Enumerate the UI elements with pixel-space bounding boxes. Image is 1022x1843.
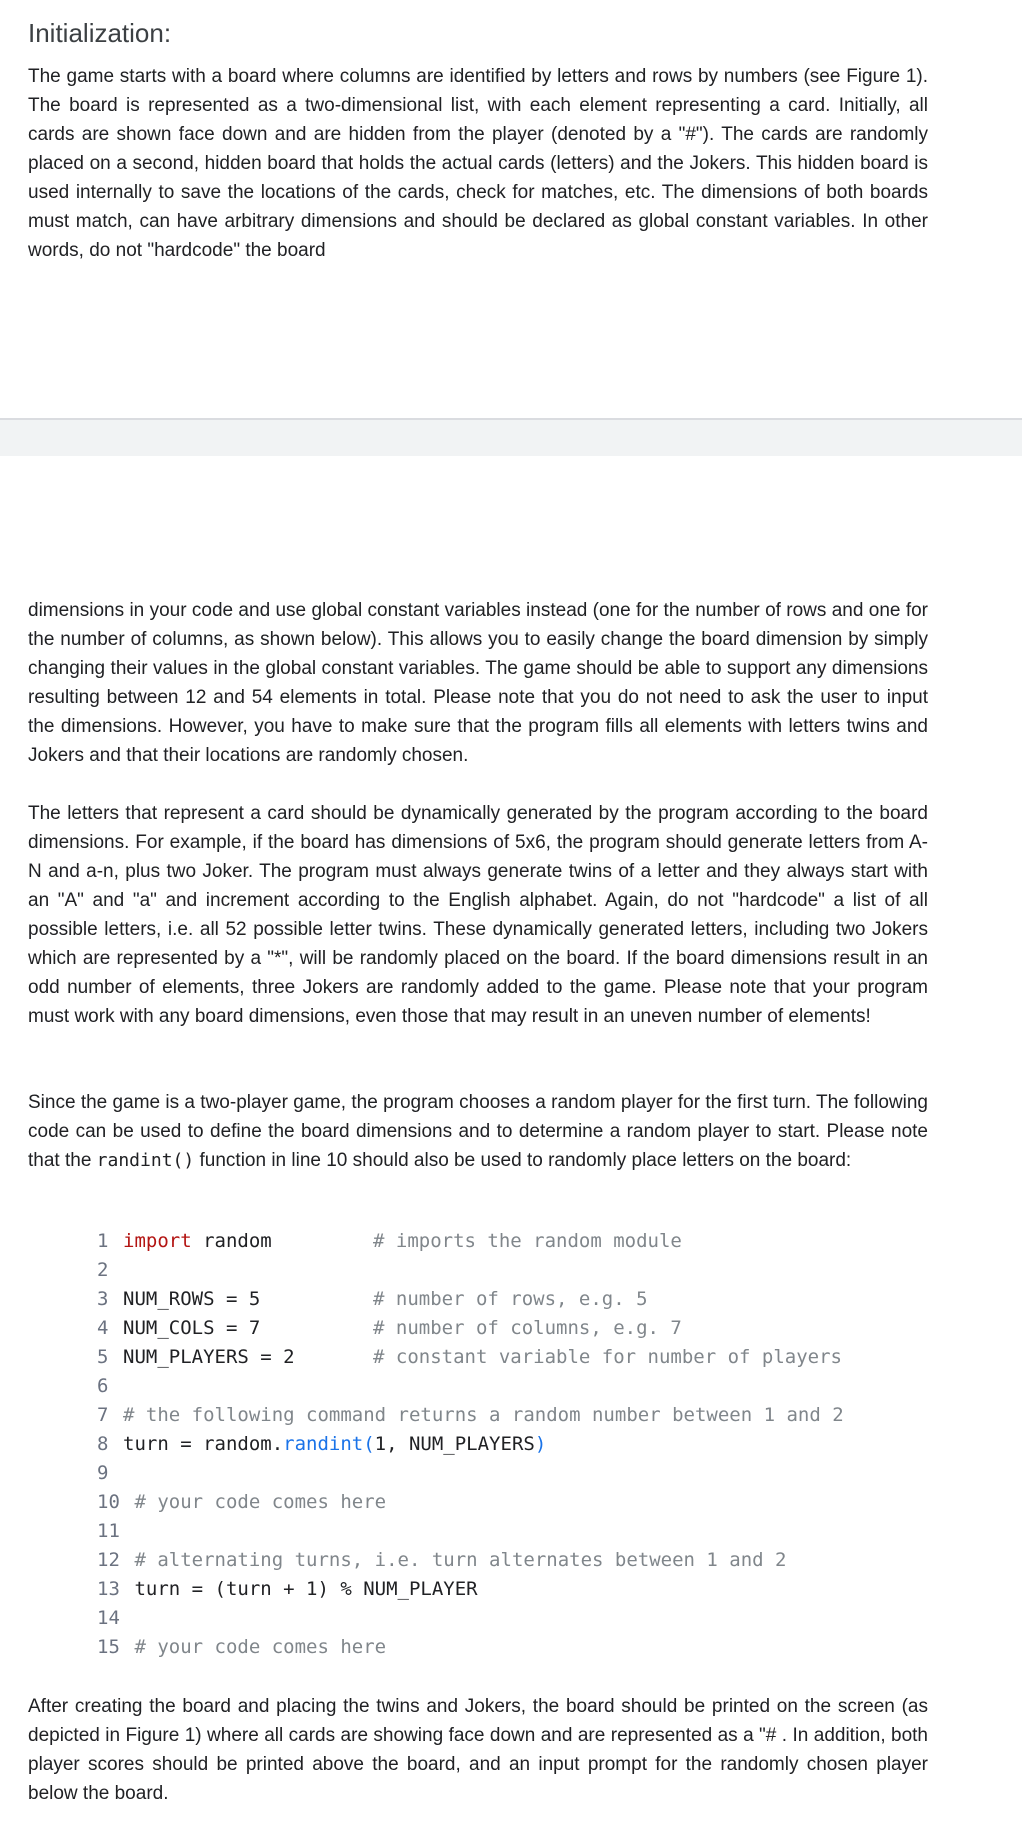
paragraph-board-print: After creating the board and placing the twins and Jokers, the board should be printed on the screen (as depicted in Figure 1) where all cards are showing face down and are represented as a "# . In addition, both player scores should be printed above the board, and an input prompt for the randomly chosen player below the board.	[28, 1696, 928, 1804]
paragraph-letters: The letters that represent a card should be dynamically generated by the program according to the board dimensions. For example, if the board has dimensions of 5x6, the program should generate letters from A-N and a-n, plus two Joker. The program must always generate twins of a letter and they always start with an "A" and "a" and increment according to the English alphabet. Again, do not "hardcode" a list of all possible letters, i.e. all 52 possible letter twins. These dynamically generated letters, including two Jokers which are represented by a "*", will be randomly placed on the board. If the board dimensions result in an odd number of elements, three Jokers are randomly added to the game. Please note that your program must work with any board dimensions, even those that may result in an uneven number of elements!	[28, 803, 928, 1027]
code-line-2: 2	[97, 1259, 109, 1281]
code-comment: # your code comes here	[134, 1491, 387, 1513]
code-line-3: 3 NUM_ROWS = 5 # number of rows, e.g. 5	[97, 1285, 260, 1314]
code-comment: # constant variable for number of players	[373, 1346, 842, 1368]
code-line-12: 12 # alternating turns, i.e. turn alternates between 1 and 2	[97, 1549, 787, 1571]
code-line-8: 8 turn = random.randint(1, NUM_PLAYERS)	[97, 1433, 547, 1455]
paragraph-dimensions: dimensions in your code and use global constant variables instead (one for the number of rows and one for the number of columns, as shown below). This allows you to easily change the board dimension by simply changing their values in the global constant variables. The game should be able to support any dimensions resulting between 12 and 54 elements in total. Please note that you do not need to ask the user to input the dimensions. However, you have to make sure that the program fills all elements with letters twins and Jokers and that their locations are randomly chosen.	[28, 600, 928, 766]
code-comment: # imports the random module	[373, 1230, 682, 1252]
code-comment: # the following command returns a random number between 1 and 2	[123, 1404, 844, 1426]
code-line-15: 15 # your code comes here	[97, 1636, 387, 1658]
code-line-14: 14	[97, 1607, 120, 1629]
paragraph-two-player-text-b: function in line 10 should also be used to randomly place letters on the board:	[194, 1150, 852, 1171]
paragraph-two-player	[28, 1088, 928, 1175]
inline-code-randint: randint()	[96, 1150, 195, 1171]
page-separator	[0, 418, 1022, 456]
code-comment: # number of rows, e.g. 5	[373, 1288, 648, 1310]
code-line-5: 5 NUM_PLAYERS = 2 # constant variable for number of players	[97, 1343, 295, 1372]
code-comment: # your code comes here	[134, 1636, 387, 1658]
code-keyword: import	[123, 1230, 192, 1252]
code-comment: # number of columns, e.g. 7	[373, 1317, 682, 1339]
code-line-9: 9	[97, 1462, 109, 1484]
code-comment: # alternating turns, i.e. turn alternates between 1 and 2	[134, 1549, 787, 1571]
code-line-11: 11	[97, 1520, 120, 1542]
code-line-7: 7 # the following command returns a random number between 1 and 2	[97, 1404, 844, 1426]
code-line-4: 4 NUM_COLS = 7 # number of columns, e.g. 7	[97, 1314, 260, 1343]
code-function: randint(	[283, 1433, 375, 1455]
section-heading: Initialization:	[28, 18, 172, 48]
code-line-10: 10 # your code comes here	[97, 1491, 387, 1513]
paragraph-two-player-text-a: Since the game is a two-player game, the program chooses a random player for the first turn. The following code can be used to define the board dimensions and to determine a random player to start. Please note that the	[28, 1092, 928, 1171]
code-line-13: 13 turn = (turn + 1) % NUM_PLAYER	[97, 1578, 478, 1600]
code-line-1: 1 import random # imports the random module	[97, 1227, 272, 1256]
code-line-6: 6	[97, 1375, 109, 1397]
code-block	[97, 1227, 997, 1691]
paragraph-intro: The game starts with a board where columns are identified by letters and rows by numbers (see Figure 1). The board is represented as a two-dimensional list, with each element representing a card. Initially, all cards are shown face down and are hidden from the player (denoted by a "#"). The cards are randomly placed on a second, hidden board that holds the actual cards (letters) and the Jokers. This hidden board is used internally to save the locations of the cards, check for matches, etc. The dimensions of both boards must match, can have arbitrary dimensions and should be declared as global constant variables. In other words, do not "hardcode" the board	[28, 66, 928, 261]
